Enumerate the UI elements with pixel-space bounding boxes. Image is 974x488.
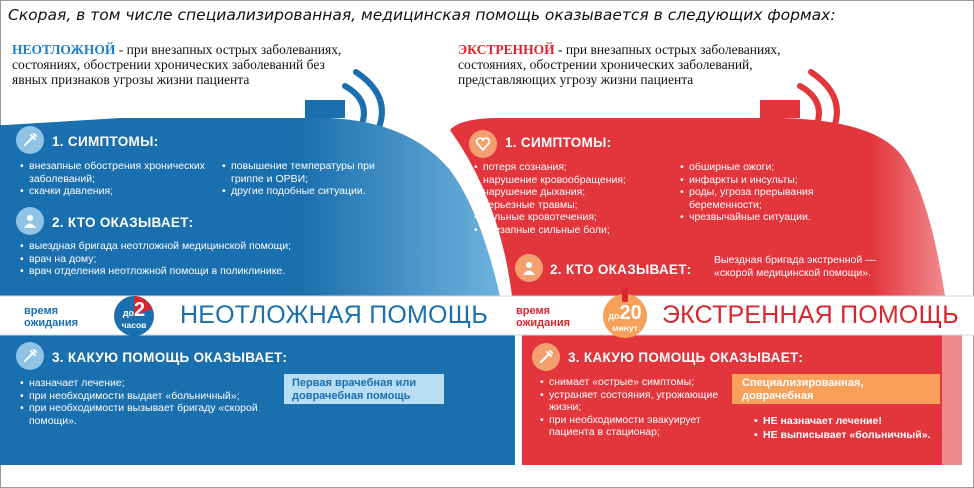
left-intro	[12, 42, 342, 87]
list-item: • нарушение дыхания;	[474, 186, 664, 199]
list-item: • роды, угроза прерывания беременности;	[680, 186, 840, 211]
left-symptoms-title: 1. СИМПТОМЫ:	[52, 134, 159, 149]
left-help-title: 3. КАКУЮ ПОМОЩЬ ОКАЗЫВАЕТ:	[52, 350, 288, 365]
list-item: • снимает «острые» симптомы;	[540, 376, 720, 389]
right-help-title: 3. КАКУЮ ПОМОЩЬ ОКАЗЫВАЕТ:	[568, 350, 804, 365]
right-intro-keyword: ЭКСТРЕННОЙ	[458, 42, 555, 57]
syringe-icon	[16, 126, 44, 154]
list-item: • врач отделения неотложной помощи в поликлинике.	[20, 265, 420, 278]
list-item: • другие подобные ситуации.	[222, 185, 402, 198]
left-symptoms-col2	[222, 160, 402, 198]
heart-icon	[469, 130, 497, 158]
list-item: • скачки давления;	[20, 185, 210, 198]
list-item: • внезапные сильные боли;	[474, 224, 664, 237]
right-wait-value: до20 минут	[608, 302, 642, 333]
page-title: Скорая, в том числе специализированная, медицинская помощь оказывается в следующих формах:	[8, 6, 836, 24]
left-help-list	[20, 377, 280, 427]
left-intro-keyword: НЕОТЛОЖНОЙ	[12, 42, 116, 57]
left-who-list	[20, 240, 420, 278]
right-wait-label: время ожидания	[516, 305, 571, 329]
right-band-title: ЭКСТРЕННАЯ ПОМОЩЬ	[662, 301, 959, 329]
list-item: • при необходимости эвакуирует пациента в стационар;	[540, 414, 720, 439]
left-wait-label: время ожидания	[24, 305, 79, 329]
list-item: • сильные кровотечения;	[474, 211, 664, 224]
left-intro-text: - при внезапных острых заболеваниях, состояниях, обострении хронических заболеваний без явных признаков угрозы жизни пациента	[12, 42, 342, 87]
doctor-icon	[515, 254, 543, 282]
list-item: • выездная бригада неотложной медицинской помощи;	[20, 240, 420, 253]
list-item: • повышение температуры при гриппе и ОРВИ;	[222, 160, 402, 185]
right-negatives	[754, 414, 954, 442]
left-help-tag: Первая врачебная или доврачебная помощь	[284, 374, 444, 404]
list-item: • инфаркты и инсульты;	[680, 174, 840, 187]
right-symptoms-col2	[680, 161, 840, 224]
list-item: • чрезвычайные ситуации.	[680, 211, 840, 224]
list-item: • обширные ожоги;	[680, 161, 840, 174]
list-item: • устраняет состояния, угрожающие жизни;	[540, 389, 720, 414]
list-item: • НЕ назначает лечение!	[754, 414, 954, 428]
left-wait-value: до2 часов	[121, 299, 147, 330]
right-help-list	[540, 376, 720, 439]
right-who-title: 2. КТО ОКАЗЫВАЕТ:	[550, 262, 692, 277]
left-symptoms-col1	[20, 160, 210, 198]
syringe-icon	[532, 343, 560, 371]
left-who-title: 2. КТО ОКАЗЫВАЕТ:	[52, 215, 194, 230]
list-item: • серьезные травмы;	[474, 199, 664, 212]
right-symptoms-title: 1. СИМПТОМЫ:	[505, 135, 612, 150]
list-item: • нарушение кровообращения;	[474, 174, 664, 187]
left-band-title: НЕОТЛОЖНАЯ ПОМОЩЬ	[180, 301, 488, 329]
right-symptoms-col1	[474, 161, 664, 237]
right-who-text: Выездная бригада экстренной — «скорой медицинской помощи».	[714, 254, 876, 279]
right-intro-text: - при внезапных острых заболеваниях, состояниях, обострении хронических заболеваний, представляющих угрозу жизни пациента	[458, 42, 781, 87]
list-item: • врач на дому;	[20, 253, 420, 266]
list-item: • при необходимости вызывает бригаду «скорой помощи».	[20, 402, 280, 427]
right-intro	[458, 42, 788, 87]
list-item: • назначает лечение;	[20, 377, 280, 390]
list-item: • НЕ выписывает «больничный».	[754, 428, 954, 442]
list-item: • при необходимости выдает «больничный»;	[20, 390, 280, 403]
syringe-icon	[16, 342, 44, 370]
right-help-tag: Специализированная, доврачебная	[732, 374, 940, 404]
list-item: • внезапные обострения хронических заболеваний;	[20, 160, 210, 185]
doctor-icon	[16, 207, 44, 235]
list-item: • потеря сознания;	[474, 161, 664, 174]
